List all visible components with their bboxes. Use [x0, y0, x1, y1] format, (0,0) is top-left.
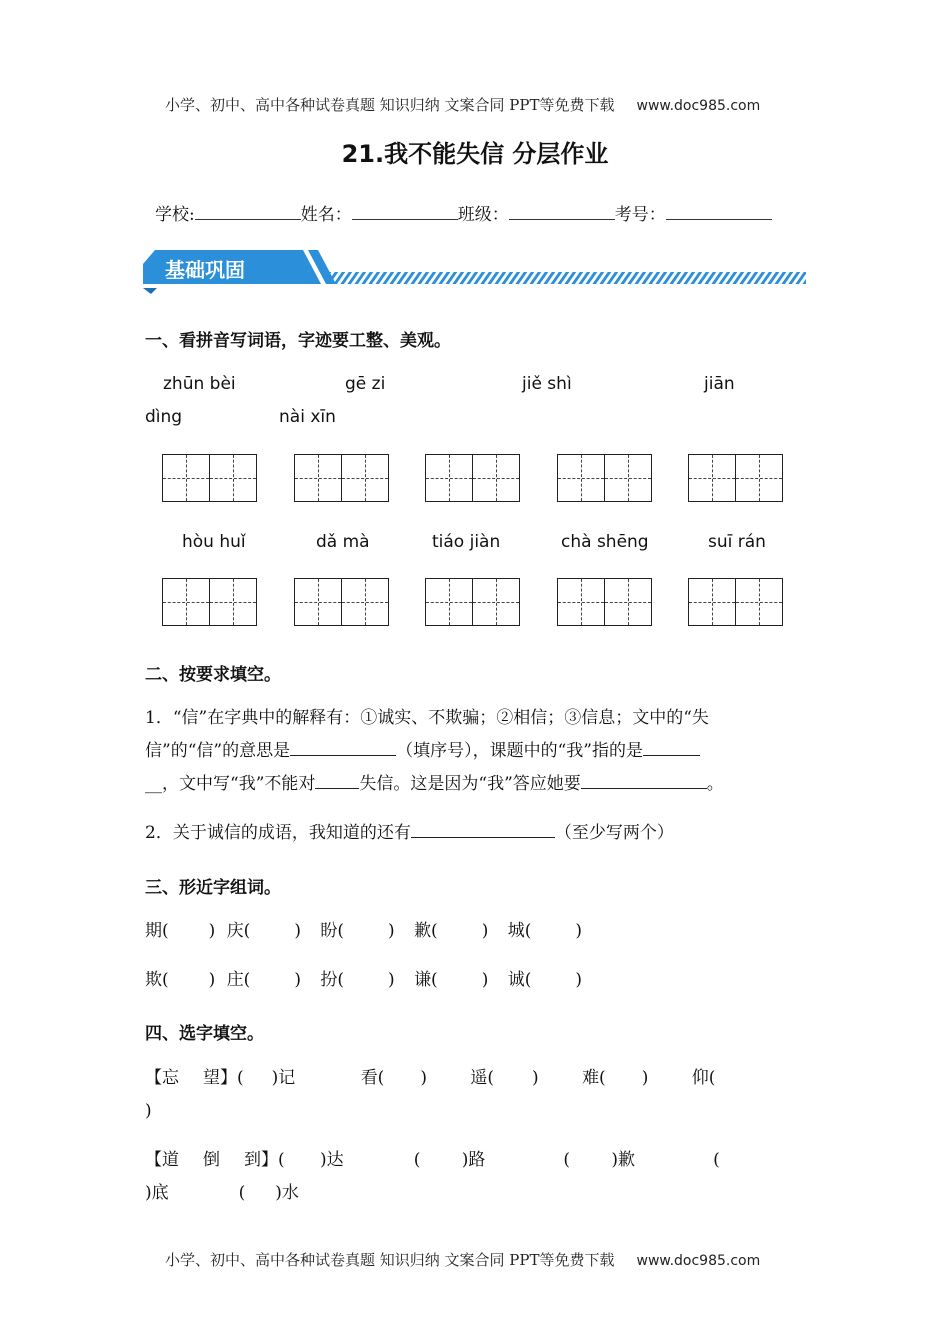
- section-2-heading: 二、按要求填空。: [145, 665, 281, 685]
- char-blank[interactable]: 扮(: [320, 970, 345, 990]
- page-title: 21.我不能失信 分层作业: [341, 140, 609, 168]
- pinyin: zhūn bèi: [163, 374, 236, 394]
- pinyin: nài xīn: [279, 407, 336, 427]
- writing-grid[interactable]: [294, 454, 389, 502]
- writing-grid[interactable]: [688, 454, 783, 502]
- school-blank[interactable]: [195, 203, 301, 220]
- writing-grid[interactable]: [425, 578, 520, 626]
- char-blank[interactable]: 谦(: [414, 970, 438, 990]
- question-1-line-3: __，文中写“我”不能对 失信。这是因为“我”答应她要 。: [145, 768, 724, 801]
- choice-line-1-wrap: ): [145, 1101, 152, 1121]
- question-1-line-1: 1．“信”在字典中的解释有：①诚实、不欺骗；②相信；③信息；文中的“失: [145, 708, 709, 728]
- char-blank[interactable]: 歉(: [414, 921, 438, 941]
- pinyin: suī rán: [708, 532, 766, 552]
- answer-blank[interactable]: [290, 737, 396, 756]
- answer-blank[interactable]: [581, 770, 707, 789]
- school-label: 学校:: [155, 205, 195, 225]
- pinyin: tiáo jiàn: [432, 532, 501, 552]
- writing-grid[interactable]: [294, 578, 389, 626]
- section-1-heading: 一、看拼音写词语，字迹要工整、美观。: [145, 331, 451, 351]
- pinyin: dǎ mà: [316, 532, 370, 552]
- pinyin: jiě shì: [522, 374, 572, 394]
- banner-fold-shape: [143, 288, 157, 294]
- number-label: 考号：: [614, 205, 666, 225]
- banner-label: 基础巩固: [165, 258, 245, 282]
- choice-line-2: 【道 倒 到】( )达 ( )路 ( )歉 (: [145, 1150, 720, 1170]
- char-blank[interactable]: 庆(: [226, 921, 251, 941]
- char-blank[interactable]: 城(: [507, 921, 532, 941]
- char-blank[interactable]: 欺(: [145, 970, 169, 990]
- word-pair-row: 欺( ) 庄( ) 扮( ) 谦( ) 诚( ): [145, 970, 583, 990]
- pinyin: hòu huǐ: [182, 532, 246, 552]
- answer-blank[interactable]: [643, 737, 700, 756]
- word-pair-row: 期( ) 庆( ) 盼( ) 歉( ) 城( ): [145, 921, 583, 941]
- question-2: 2．关于诚信的成语，我知道的还有 （至少写两个）: [145, 817, 674, 850]
- banner-stripes: [328, 272, 806, 284]
- choice-line-2-wrap: )底 ( )水: [145, 1183, 299, 1203]
- writing-grid[interactable]: [162, 454, 257, 502]
- page-footer: [165, 1249, 760, 1270]
- question-1-line-2: 信”的“信”的意思是 （填序号），课题中的“我”指的是: [145, 735, 700, 768]
- char-blank[interactable]: 盼(: [320, 921, 345, 941]
- choice-line-1: 【忘 望】( )记 看( ) 遥( ) 难( ) 仰(: [145, 1068, 716, 1088]
- header-text: 小学、初中、高中各种试卷真题 知识归纳 文案合同 PPT等免费下载: [165, 96, 615, 114]
- name-label: 姓名：: [300, 205, 352, 225]
- char-blank[interactable]: 期(: [145, 921, 169, 941]
- class-blank[interactable]: [509, 203, 615, 220]
- header-url[interactable]: www.doc985.com: [636, 98, 761, 114]
- section-3-heading: 三、形近字组词。: [145, 878, 281, 898]
- class-label: 班级：: [457, 205, 509, 225]
- section-4-heading: 四、选字填空。: [145, 1024, 264, 1044]
- number-blank[interactable]: [666, 203, 772, 220]
- footer-text: 小学、初中、高中各种试卷真题 知识归纳 文案合同 PPT等免费下载: [165, 1251, 615, 1269]
- pinyin: jiān: [704, 374, 735, 394]
- pinyin: dìng: [145, 407, 183, 427]
- pinyin: chà shēng: [561, 532, 649, 552]
- writing-grid[interactable]: [425, 454, 520, 502]
- writing-grid[interactable]: [162, 578, 257, 626]
- name-blank[interactable]: [352, 203, 458, 220]
- page-header: [165, 94, 760, 115]
- footer-url[interactable]: www.doc985.com: [636, 1253, 761, 1269]
- section-banner: [143, 246, 808, 298]
- writing-grid[interactable]: [557, 454, 652, 502]
- answer-blank[interactable]: [315, 770, 359, 789]
- writing-grid[interactable]: [557, 578, 652, 626]
- char-blank[interactable]: 庄(: [226, 970, 251, 990]
- answer-blank[interactable]: [411, 819, 555, 838]
- writing-grid[interactable]: [688, 578, 783, 626]
- student-info-line: [155, 200, 772, 225]
- char-blank[interactable]: 诚(: [507, 970, 532, 990]
- pinyin: gē zi: [345, 374, 386, 394]
